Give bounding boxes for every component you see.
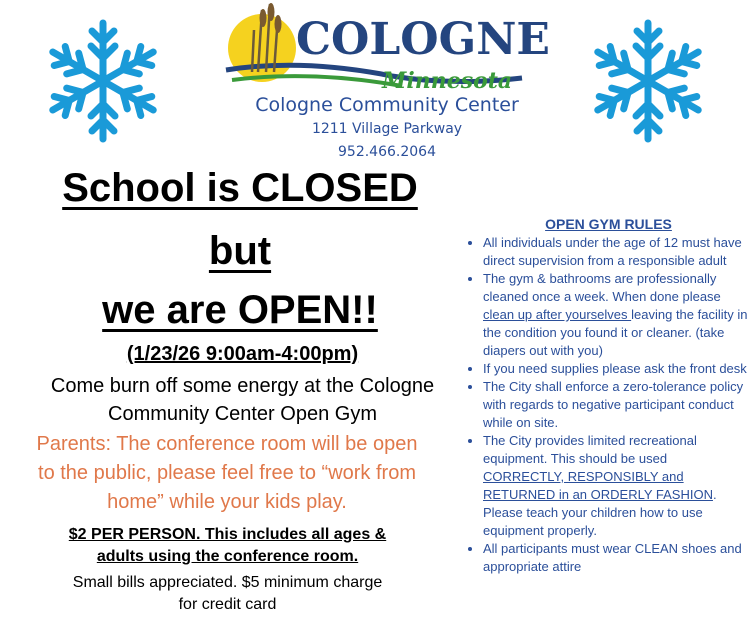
price-line: adults using the conference room. <box>96 548 359 565</box>
open-gym-rules <box>466 216 751 576</box>
energy-message <box>10 372 475 428</box>
rules-list <box>466 234 751 576</box>
rule-text: leaving the facility in the condition you found it or cleaner. (take diapers out with you) <box>483 307 748 358</box>
rule-item: • All individuals under the age of 12 must have direct supervision from a responsible adult <box>483 234 751 270</box>
rule-item: • All participants must wear CLEAN shoes and appropriate attire <box>483 540 751 576</box>
rule-emphasis: CORRECTLY, RESPONSIBLY and RETURNED in an ORDERLY FASHION <box>483 469 713 502</box>
rule-item <box>483 270 751 360</box>
rule-item: • The City shall enforce a zero-tolerance policy with regards to negative participant conduct while on site. <box>483 378 751 432</box>
headline-open: we are OPEN!! <box>102 288 378 332</box>
payment-line: for credit card <box>178 596 277 613</box>
rule-text: The City provides limited recreational equipment. This should be used <box>483 433 697 466</box>
energy-line: Come burn off some energy at the Cologne <box>50 375 435 397</box>
rule-text: . Please teach your children how to use equipment properly. <box>483 487 717 538</box>
center-phone: 952.466.2064 <box>338 144 436 160</box>
center-name: Cologne Community Center <box>255 94 519 116</box>
snowflake-icon <box>38 16 168 146</box>
cologne-logo <box>222 0 550 96</box>
rule-item <box>483 432 751 540</box>
rule-item: • If you need supplies please ask the front desk <box>483 360 751 378</box>
rule-text: The gym & bathrooms are professionally cleaned once a week. When done please <box>483 271 721 304</box>
parents-message <box>8 430 446 517</box>
price-info <box>20 524 435 568</box>
energy-line: Community Center Open Gym <box>108 403 377 425</box>
payment-line: Small bills appreciated. $5 minimum charge <box>72 574 383 591</box>
headline-but: but <box>208 229 272 273</box>
center-address: 1211 Village Parkway <box>311 121 463 137</box>
parents-line: to the public, please feel free to “work from <box>38 462 416 484</box>
payment-note <box>20 572 435 616</box>
price-line: $2 PER PERSON. This includes all ages & <box>68 526 387 543</box>
date-hours: (1/23/26 9:00am-4:00pm) <box>126 343 359 365</box>
snowflake-icon <box>583 16 713 146</box>
logo-subtitle: Minnesota <box>382 68 513 94</box>
parents-line: Parents: The conference room will be open <box>36 433 418 455</box>
rule-emphasis: clean up after yourselves <box>483 307 632 322</box>
logo-wordmark: COLOGNE <box>296 14 550 65</box>
rules-title: OPEN GYM RULES <box>545 216 672 232</box>
parents-line: home” while your kids play. <box>107 491 347 513</box>
headline-closed: School is CLOSED <box>62 166 418 210</box>
